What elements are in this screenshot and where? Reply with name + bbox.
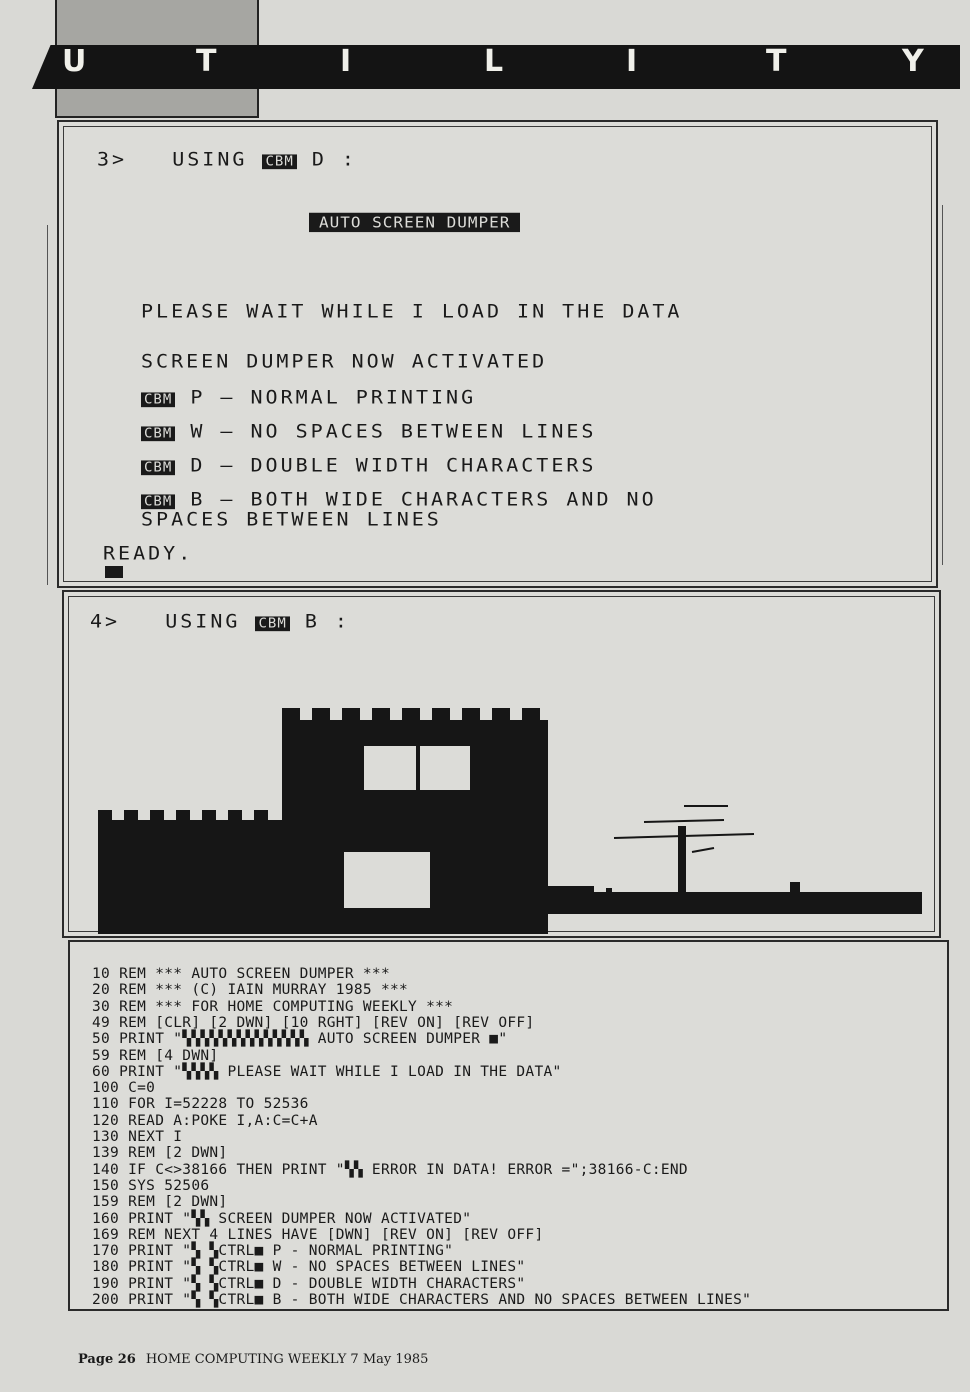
page-footer [78, 1352, 428, 1367]
listing-line: 10 REM *** AUTO SCREEN DUMPER *** [92, 966, 390, 982]
listing-line: 110 FOR I=52228 TO 52536 [92, 1096, 309, 1113]
panel-3-wait-line: PLEASE WAIT WHILE I LOAD IN THE DATA [141, 300, 683, 323]
listing-line: 190 PRINT "▚ ▚CTRL■ D - DOUBLE WIDTH CHARACTERS" [92, 1275, 526, 1292]
listing-line: 160 PRINT "▚▚ SCREEN DUMPER NOW ACTIVATED" [92, 1210, 472, 1227]
listing-line: 180 PRINT "▚ ▚CTRL■ W - NO SPACES BETWEEN LINES" [92, 1259, 526, 1276]
castle-graphic [94, 702, 924, 934]
listing-line: 20 REM *** (C) IAIN MURRAY 1985 *** [92, 982, 409, 999]
banner-letter: U [62, 44, 87, 79]
screenshot-panel-3 [57, 120, 938, 588]
screenshot-panel-4 [62, 590, 941, 938]
cursor-block [105, 566, 123, 578]
banner-letter: T [196, 44, 217, 79]
listing-line: 59 REM [4 DWN] [92, 1047, 219, 1064]
banner-letter: Y [902, 44, 924, 79]
banner-letter: L [484, 44, 504, 79]
listing-line: 50 PRINT "▚▚▚▚▚▚▚▚▚▚▚▚▚▚ AUTO SCREEN DUMPER ■" [92, 1031, 508, 1048]
banner-letter: T [766, 44, 787, 79]
listing-line: 169 REM NEXT 4 LINES HAVE [DWN] [REV ON] [REV OFF] [92, 1226, 544, 1243]
panel-3-title: AUTO SCREEN DUMPER [309, 210, 520, 232]
cbm-key-glyph: CBM [255, 616, 289, 631]
page-number: Page 26 [78, 1352, 136, 1367]
option-continued: SPACES BETWEEN LINES [141, 508, 442, 531]
listing-line: 159 REM [2 DWN] [92, 1194, 228, 1211]
listing-line: 30 REM *** FOR HOME COMPUTING WEEKLY *** [92, 998, 454, 1015]
margin-rule [942, 205, 943, 565]
listing-line: 200 PRINT "▚ ▚CTRL■ B - BOTH WIDE CHARACTERS AND NO SPACES BETWEEN LINES" [92, 1292, 752, 1308]
option-row: CBM P – NORMAL PRINTING [141, 386, 476, 408]
publication-line: HOME COMPUTING WEEKLY 7 May 1985 [145, 1352, 429, 1367]
listing-line: 120 READ A:POKE I,A:C=C+A [92, 1112, 318, 1129]
option-row: CBM D – DOUBLE WIDTH CHARACTERS [141, 454, 596, 476]
panel-4-heading: 4> USING CBM B : [90, 610, 350, 633]
margin-rule [47, 225, 48, 585]
listing-line: 130 NEXT I [92, 1129, 183, 1145]
banner-letter: I [340, 44, 352, 79]
listing-line: 170 PRINT "▚ ▚CTRL■ P - NORMAL PRINTING" [92, 1243, 454, 1260]
ready-prompt: READY. [103, 542, 194, 565]
listing-line: 140 IF C<>38166 THEN PRINT "▚▚ ERROR IN DATA! ERROR =";38166-C:END [92, 1161, 688, 1178]
panel-3-heading: 3> USING CBM D : [97, 148, 357, 171]
option-row: CBM B – BOTH WIDE CHARACTERS AND NO [141, 488, 657, 510]
listing-line: 150 SYS 52506 [92, 1177, 210, 1194]
banner-letter: I [626, 44, 638, 79]
listing-line: 60 PRINT "▚▚▚▚ PLEASE WAIT WHILE I LOAD IN THE DATA" [92, 1063, 562, 1080]
cbm-key-glyph: CBM [262, 154, 296, 169]
listing-line: 100 C=0 [92, 1080, 156, 1097]
listing-line: 139 REM [2 DWN] [92, 1145, 228, 1162]
panel-3-activated-line: SCREEN DUMPER NOW ACTIVATED [141, 350, 548, 373]
listing-line: 49 REM [CLR] [2 DWN] [10 RGHT] [REV ON] [REV OFF] [92, 1014, 535, 1031]
option-row: CBM W – NO SPACES BETWEEN LINES [141, 420, 596, 442]
